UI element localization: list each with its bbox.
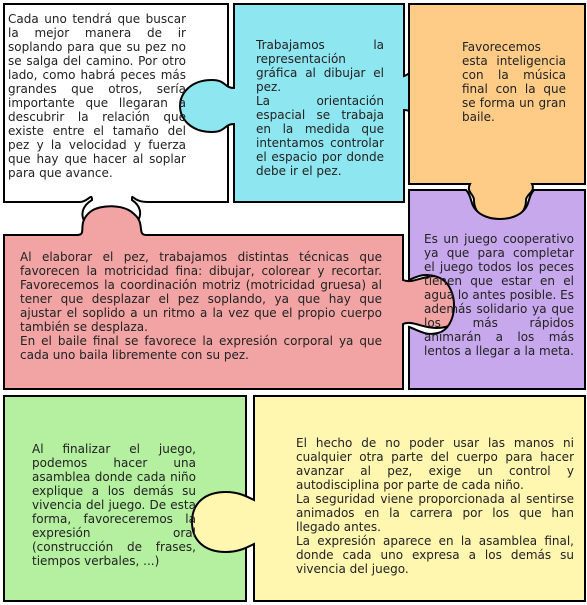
piece-7-text [296, 436, 574, 576]
piece-7-paragraph-1: El hecho de no poder usar las manos ni cualquier otra parte del cuerpo para hacer avanzar al pez, exige un control y autodisciplina por parte de cada niño. [296, 436, 574, 492]
piece-2-paragraph-1: Trabajamos la representación gráfica al dibujar el pez. [256, 38, 384, 94]
piece-2-text [256, 38, 384, 178]
piece-3-text [462, 40, 566, 124]
piece-4-text [20, 250, 382, 362]
piece-4-paragraph-2: En el baile final se favorece la expresión corporal ya que cada uno baila libremente con su pez. [20, 334, 382, 362]
piece-5-text [424, 232, 574, 358]
piece-1-paragraph-1: Cada uno tendrá que buscar la mejor manera de ir soplando para que su pez no se salga del camino. Por otro lado, como habrá peces más grandes que otros, sería importante que llegaran a descubrir la relación que existe entre el tamaño del pez y la velocidad y fuerza que hay que hacer al soplar para que avance. [8, 12, 186, 180]
piece-7-paragraph-2: La seguridad viene proporcionada al sentirse animados en la carrera por los que han llegado antes. [296, 492, 574, 534]
piece-5-paragraph-1: Es un juego cooperativo ya que para completar el juego todos los peces tienen que estar en el agua lo antes posible. Es además solidario ya que los más rápidos animarán a los más lentos a llegar a la meta. [424, 232, 574, 358]
piece-3-paragraph-1: Favorecemos esta inteligencia con la música final con la que se forma un gran baile. [462, 40, 566, 124]
piece-7-paragraph-3: La expresión aparece en la asamblea final, donde cada uno expresa a los demás su vivencia del juego. [296, 534, 574, 576]
piece-6-text [32, 442, 196, 568]
piece-1-text [8, 12, 186, 180]
piece-6-paragraph-1: Al finalizar el juego, podemos hacer una asamblea donde cada niño explique a los demás su vivencia del juego. De esta forma, favoreceremos la expresión oral (construcción de frases, tiempos verbales, ...) [32, 442, 196, 568]
piece-2-paragraph-2: La orientación espacial se trabaja en la medida que intentamos controlar el espacio por donde debe ir el pez. [256, 94, 384, 178]
piece-4-paragraph-1: Al elaborar el pez, trabajamos distintas técnicas que favorecen la motricidad fina: dibujar, colorear y recortar. Favorecemos la coordinación motriz (motricidad gruesa) al tener que desplazar el pez soplando, ya que hay que ajustar el soplido a un ritmo a la vez que el propio cuerpo también se desplaza. [20, 250, 382, 334]
